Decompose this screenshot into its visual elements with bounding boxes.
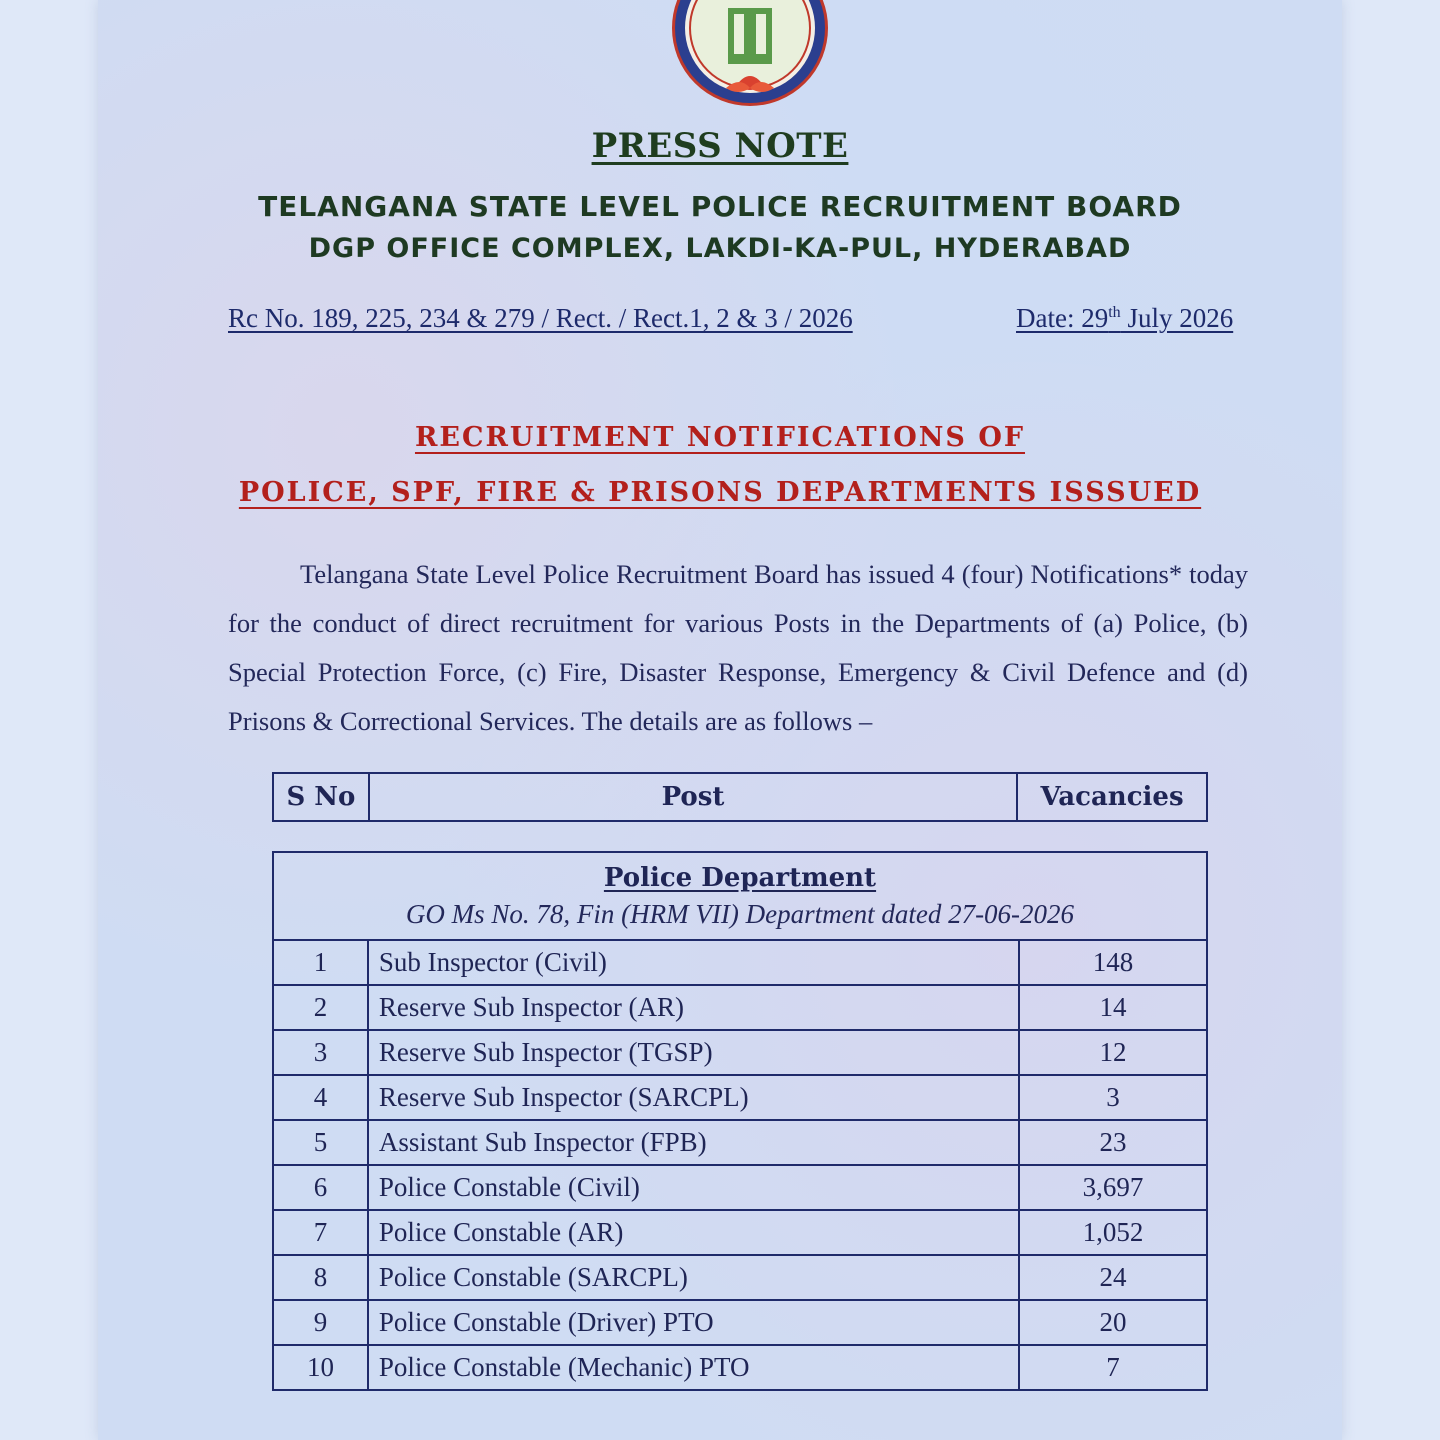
vacancies-cell: 23 bbox=[1019, 1120, 1207, 1165]
vacancy-table bbox=[272, 851, 1208, 1391]
sno-cell: 3 bbox=[273, 1030, 368, 1075]
table-row bbox=[273, 985, 1207, 1030]
table-row bbox=[273, 1075, 1207, 1120]
post-cell: Sub Inspector (Civil) bbox=[368, 940, 1019, 985]
subject-line-1: RECRUITMENT NOTIFICATIONS OF bbox=[414, 422, 1026, 453]
header-post: Post bbox=[369, 773, 1017, 821]
table-row bbox=[273, 1255, 1207, 1300]
date-day: Date: 29 bbox=[1016, 303, 1109, 333]
table-row bbox=[273, 1210, 1207, 1255]
post-cell: Police Constable (SARCPL) bbox=[368, 1255, 1019, 1300]
post-cell: Police Constable (AR) bbox=[368, 1210, 1019, 1255]
vacancies-cell: 14 bbox=[1019, 985, 1207, 1030]
sno-cell: 8 bbox=[273, 1255, 368, 1300]
post-cell: Police Constable (Mechanic) PTO bbox=[368, 1345, 1019, 1390]
reference-number: Rc No. 189, 225, 234 & 279 / Rect. / Rect.1, 2 & 3 / 2026 bbox=[228, 303, 853, 333]
table-row bbox=[273, 940, 1207, 985]
table-row bbox=[273, 1165, 1207, 1210]
department-name: Police Department bbox=[603, 863, 877, 893]
table-row bbox=[273, 1030, 1207, 1075]
post-cell: Reserve Sub Inspector (AR) bbox=[368, 985, 1019, 1030]
vacancies-cell: 148 bbox=[1019, 940, 1207, 985]
board-seal-logo bbox=[670, 0, 830, 108]
post-cell: Police Constable (Driver) PTO bbox=[368, 1300, 1019, 1345]
press-note-title: PRESS NOTE bbox=[591, 126, 849, 166]
sno-cell: 9 bbox=[273, 1300, 368, 1345]
table-row bbox=[273, 1345, 1207, 1390]
vacancies-cell: 3,697 bbox=[1019, 1165, 1207, 1210]
vacancies-cell: 1,052 bbox=[1019, 1210, 1207, 1255]
department-cell bbox=[273, 852, 1207, 940]
vacancies-cell: 24 bbox=[1019, 1255, 1207, 1300]
header-sno: S No bbox=[273, 773, 369, 821]
vacancies-cell: 20 bbox=[1019, 1300, 1207, 1345]
sno-cell: 7 bbox=[273, 1210, 368, 1255]
sno-cell: 4 bbox=[273, 1075, 368, 1120]
date-ordinal: th bbox=[1108, 304, 1121, 321]
post-cell: Police Constable (Civil) bbox=[368, 1165, 1019, 1210]
department-go: GO Ms No. 78, Fin (HRM VII) Department dated 27-06-2026 bbox=[405, 899, 1075, 929]
subject-line-2: POLICE, SPF, FIRE & PRISONS DEPARTMENTS ISSSUED bbox=[238, 477, 1202, 508]
table-header bbox=[272, 772, 1208, 822]
sno-cell: 6 bbox=[273, 1165, 368, 1210]
vacancies-cell: 3 bbox=[1019, 1075, 1207, 1120]
sno-cell: 1 bbox=[273, 940, 368, 985]
sno-cell: 10 bbox=[273, 1345, 368, 1390]
header-vacancies: Vacancies bbox=[1017, 773, 1207, 821]
organization-address: DGP OFFICE COMPLEX, LAKDI-KA-PUL, HYDERABAD bbox=[308, 233, 1132, 264]
sno-cell: 2 bbox=[273, 985, 368, 1030]
table-row bbox=[273, 1120, 1207, 1165]
vacancies-cell: 7 bbox=[1019, 1345, 1207, 1390]
table-row bbox=[273, 1300, 1207, 1345]
department-row bbox=[273, 852, 1207, 940]
body-paragraph: Telangana State Level Police Recruitment Board has issued 4 (four) Notifications* today for the conduct of direct recruitment for various Posts in the Departments of (a) Police, (b) Special Protection Force, (c) Fire, Disaster Response, Emergency & Civil Defence and (d) Prisons & Correctional Services. The details are as follows – bbox=[228, 559, 1248, 736]
sno-cell: 5 bbox=[273, 1120, 368, 1165]
document-date bbox=[1016, 303, 1233, 334]
post-cell: Assistant Sub Inspector (FPB) bbox=[368, 1120, 1019, 1165]
date-month-year: July 2026 bbox=[1120, 303, 1234, 333]
post-cell: Reserve Sub Inspector (TGSP) bbox=[368, 1030, 1019, 1075]
vacancies-cell: 12 bbox=[1019, 1030, 1207, 1075]
organization-name: TELANGANA STATE LEVEL POLICE RECRUITMENT BOARD bbox=[258, 190, 1182, 223]
post-cell: Reserve Sub Inspector (SARCPL) bbox=[368, 1075, 1019, 1120]
header-row bbox=[273, 773, 1207, 821]
